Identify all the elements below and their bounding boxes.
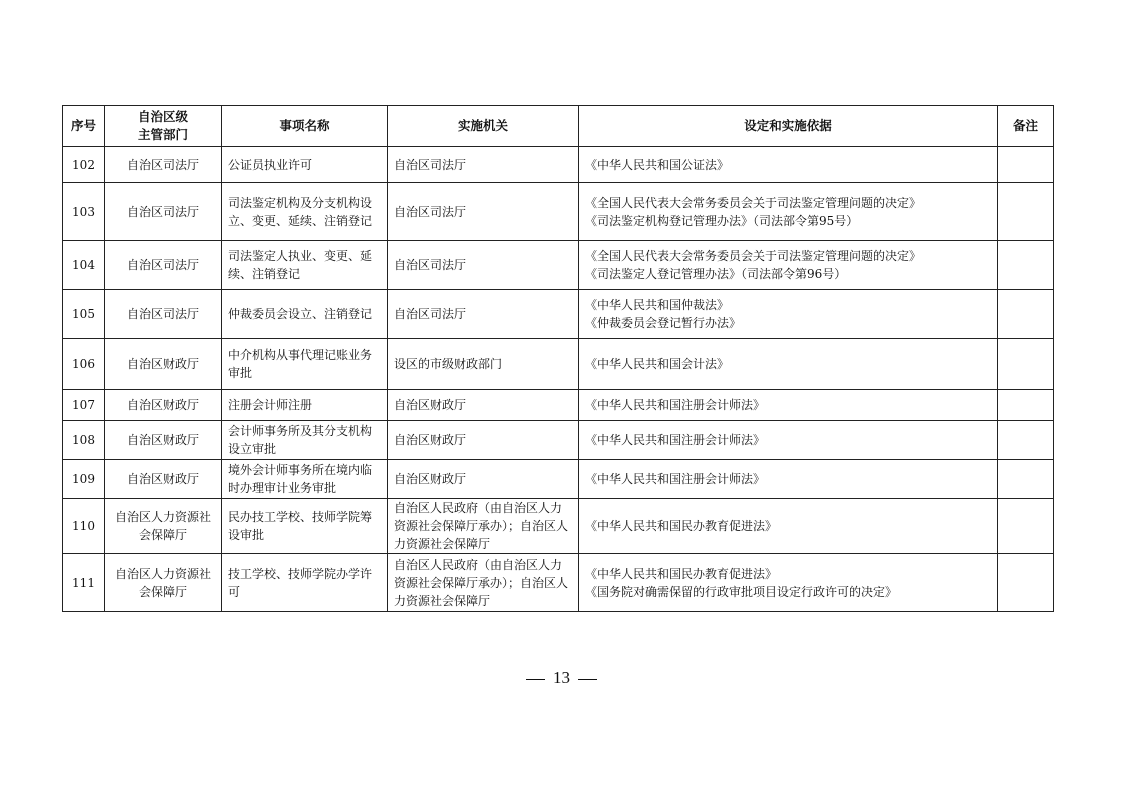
table-row: [63, 147, 1054, 183]
cell-department: 自治区司法厅: [105, 183, 222, 241]
dash-right: [578, 679, 597, 680]
cell-agency: 自治区司法厅: [388, 147, 579, 183]
table-header-row: [63, 106, 1054, 147]
table-row: [63, 390, 1054, 421]
cell-department: 自治区司法厅: [105, 147, 222, 183]
cell-serial: 102: [63, 147, 105, 183]
cell-serial: 111: [63, 554, 105, 612]
cell-item-name: 注册会计师注册: [222, 390, 388, 421]
cell-note: [998, 147, 1054, 183]
cell-serial: 105: [63, 290, 105, 339]
cell-note: [998, 460, 1054, 499]
cell-basis: 《全国人民代表大会常务委员会关于司法鉴定管理问题的决定》 《司法鉴定机构登记管理办法》（司法部令第95号）: [579, 183, 998, 241]
cell-basis: 《中华人民共和国民办教育促进法》 《国务院对确需保留的行政审批项目设定行政许可的决定》: [579, 554, 998, 612]
cell-agency: 设区的市级财政部门: [388, 339, 579, 390]
table-row: [63, 241, 1054, 290]
cell-note: [998, 421, 1054, 460]
cell-agency: 自治区人民政府（由自治区人力资源社会保障厅承办）；自治区人力资源社会保障厅: [388, 499, 579, 554]
cell-note: [998, 290, 1054, 339]
cell-note: [998, 183, 1054, 241]
cell-agency: 自治区司法厅: [388, 241, 579, 290]
cell-item-name: 公证员执业许可: [222, 147, 388, 183]
table-body: [63, 147, 1054, 612]
cell-basis: 《中华人民共和国注册会计师法》: [579, 390, 998, 421]
dash-left: [526, 679, 545, 680]
approval-items-table: [62, 105, 1054, 612]
cell-serial: 106: [63, 339, 105, 390]
cell-department: 自治区财政厅: [105, 390, 222, 421]
cell-note: [998, 339, 1054, 390]
header-item-name: 事项名称: [222, 106, 388, 147]
cell-basis: 《中华人民共和国注册会计师法》: [579, 421, 998, 460]
cell-item-name: 仲裁委员会设立、注销登记: [222, 290, 388, 339]
cell-basis: 《中华人民共和国注册会计师法》: [579, 460, 998, 499]
page-number-text: 13: [553, 668, 570, 687]
cell-serial: 103: [63, 183, 105, 241]
table-row: [63, 421, 1054, 460]
cell-item-name: 中介机构从事代理记账业务审批: [222, 339, 388, 390]
table-row: [63, 499, 1054, 554]
cell-department: 自治区司法厅: [105, 241, 222, 290]
table-row: [63, 183, 1054, 241]
page-number: [0, 668, 1123, 688]
cell-serial: 108: [63, 421, 105, 460]
cell-item-name: 技工学校、技师学院办学许可: [222, 554, 388, 612]
cell-basis: 《中华人民共和国仲裁法》 《仲裁委员会登记暂行办法》: [579, 290, 998, 339]
header-agency: 实施机关: [388, 106, 579, 147]
cell-agency: 自治区司法厅: [388, 290, 579, 339]
table-row: [63, 290, 1054, 339]
table-row: [63, 460, 1054, 499]
cell-agency: 自治区人民政府（由自治区人力资源社会保障厅承办）；自治区人力资源社会保障厅: [388, 554, 579, 612]
cell-serial: 109: [63, 460, 105, 499]
cell-department: 自治区财政厅: [105, 339, 222, 390]
cell-department: 自治区人力资源社会保障厅: [105, 499, 222, 554]
cell-basis: 《中华人民共和国公证法》: [579, 147, 998, 183]
table-row: [63, 554, 1054, 612]
header-department: [105, 106, 222, 147]
cell-item-name: 司法鉴定机构及分支机构设立、变更、延续、注销登记: [222, 183, 388, 241]
cell-serial: 107: [63, 390, 105, 421]
table-row: [63, 339, 1054, 390]
cell-note: [998, 390, 1054, 421]
cell-department: 自治区人力资源社会保障厅: [105, 554, 222, 612]
cell-note: [998, 241, 1054, 290]
cell-serial: 110: [63, 499, 105, 554]
cell-department: 自治区司法厅: [105, 290, 222, 339]
cell-basis: 《中华人民共和国会计法》: [579, 339, 998, 390]
cell-note: [998, 499, 1054, 554]
cell-note: [998, 554, 1054, 612]
header-department-text: 自治区级 主管部门: [137, 109, 188, 142]
cell-agency: 自治区财政厅: [388, 460, 579, 499]
cell-department: 自治区财政厅: [105, 421, 222, 460]
cell-basis: 《全国人民代表大会常务委员会关于司法鉴定管理问题的决定》 《司法鉴定人登记管理办法》（司法部令第96号）: [579, 241, 998, 290]
header-basis: 设定和实施依据: [579, 106, 998, 147]
cell-basis: 《中华人民共和国民办教育促进法》: [579, 499, 998, 554]
cell-serial: 104: [63, 241, 105, 290]
cell-item-name: 司法鉴定人执业、变更、延续、注销登记: [222, 241, 388, 290]
cell-item-name: 境外会计师事务所在境内临时办理审计业务审批: [222, 460, 388, 499]
cell-item-name: 会计师事务所及其分支机构设立审批: [222, 421, 388, 460]
header-note: 备注: [998, 106, 1054, 147]
header-serial: 序号: [63, 106, 105, 147]
cell-department: 自治区财政厅: [105, 460, 222, 499]
cell-item-name: 民办技工学校、技师学院筹设审批: [222, 499, 388, 554]
cell-agency: 自治区财政厅: [388, 390, 579, 421]
cell-agency: 自治区财政厅: [388, 421, 579, 460]
cell-agency: 自治区司法厅: [388, 183, 579, 241]
